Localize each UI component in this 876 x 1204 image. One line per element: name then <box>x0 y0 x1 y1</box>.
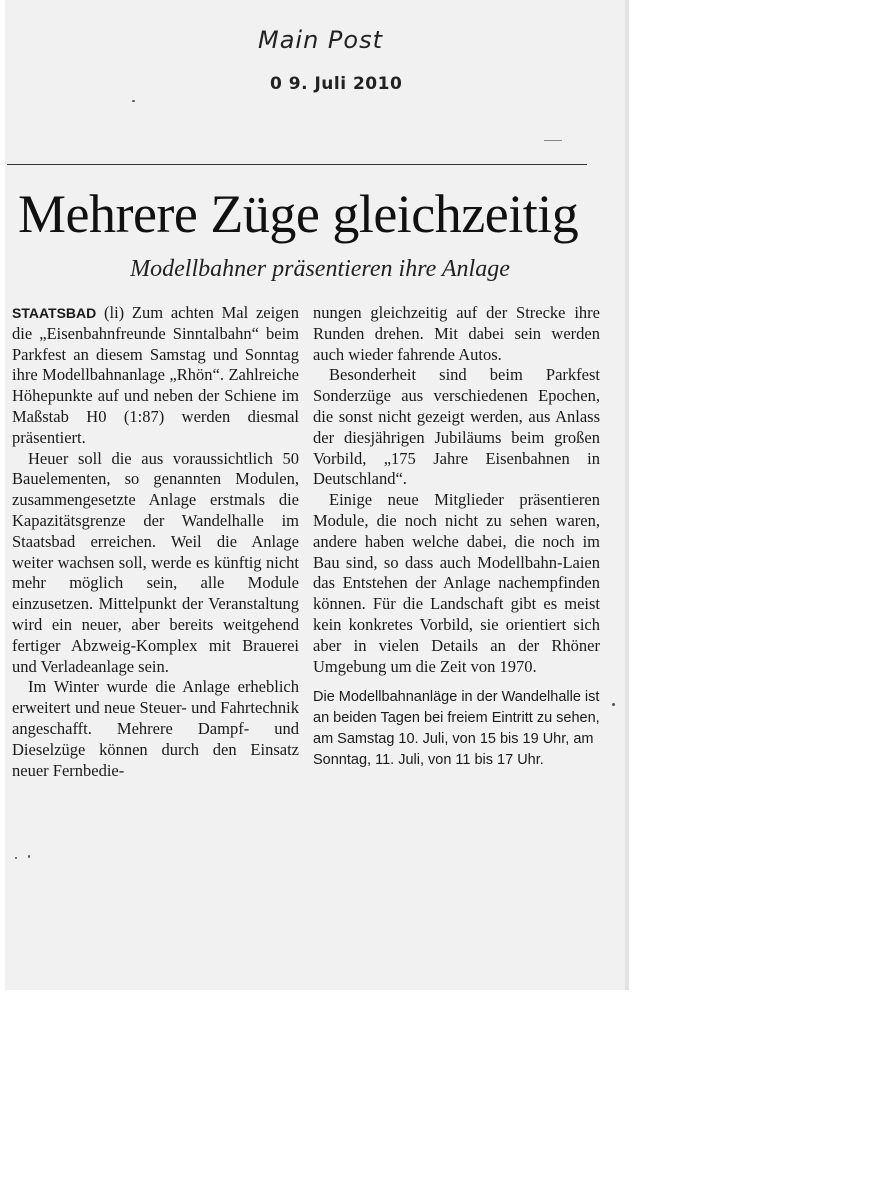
article-subheadline: Modellbahner präsentieren ihre Anlage <box>130 256 510 282</box>
info-note: Die Modellbahnanläge in der Wandelhalle ist an beiden Tagen bei freiem Eintritt zu sehen, am Samstag 10. Juli, von 15 bis 19 Uhr, am Sonntag, 11. Juli, von 11 bis 17 Uhr. <box>313 689 600 769</box>
paragraph-1: STAATSBAD (li) Zum achten Mal zeigen die „Eisenbahnfreunde Sinntalbahn“ beim Parkfest an diesem Samstag und Sonntag ihre Modellbahnanlage „Rhön“. Zahlreiche Höhepunkte auf und neben der Schiene im Maßstab H0 (1:87) werden diesmal präsentiert. <box>12 303 299 447</box>
scan-speck <box>612 703 615 706</box>
scan-speck <box>132 100 135 102</box>
article-column-right <box>313 303 600 771</box>
scan-mark <box>544 140 562 141</box>
scan-speck <box>28 855 30 858</box>
paragraph-5: Besonderheit sind beim Parkfest Sonderzüge aus verschiedenen Epochen, die sonst nicht gezeigt werden, aus Anlass der diesjährigen Jubiläums beim großen Vorbild, „175 Jahre Eisenbahnen in Deutschland“. <box>313 365 600 489</box>
handwritten-source-note: Main Post <box>258 26 383 54</box>
paragraph-3: Im Winter wurde die Anlage erheblich erweitert und neue Steuer- und Fahrtechnik angeschafft. Mehrere Dampf- und Dieselzüge können durch den Einsatz neuer Fernbedie- <box>12 677 299 780</box>
paragraph-6: Einige neue Mitglieder präsentieren Module, die noch nicht zu sehen waren, andere haben welche dabei, die noch im Bau sind, so dass auch Modellbahn-Laien das Entstehen der Anlage nachempfinden können. Für die Landschaft gibt es meist kein konkretes Vorbild, sie orientiert sich aber in vielen Details an der Rhöner Umgebung um die Zeit von 1970. <box>313 490 600 676</box>
article-column-left <box>12 303 299 781</box>
scan-speck <box>15 857 17 859</box>
dateline: STAATSBAD <box>12 305 97 321</box>
header-rule <box>7 164 587 165</box>
paragraph-2: Heuer soll die aus voraussichtlich 50 Bauelementen, so genannten Modulen, zusammengesetzte Anlage erstmals die Kapazitätsgrenze der Wandelhalle im Staatsbad erreichen. Weil die Anlage weiter wachsen soll, werde es künftig nicht mehr möglich sein, alle Module einzusetzen. Mittelpunkt der Veranstaltung wird ein neuer, aber bereits weitgehend fertiger Abzweig-Komplex mit Brauerei und Verladeanlage sein. <box>12 448 299 676</box>
paragraph-4: nungen gleichzeitig auf der Strecke ihre Runden drehen. Mit dabei sein werden auch wieder fahrende Autos. <box>313 303 600 364</box>
date-stamp: 0 9. Juli 2010 <box>270 74 403 94</box>
article-headline: Mehrere Züge gleichzeitig <box>18 184 579 244</box>
